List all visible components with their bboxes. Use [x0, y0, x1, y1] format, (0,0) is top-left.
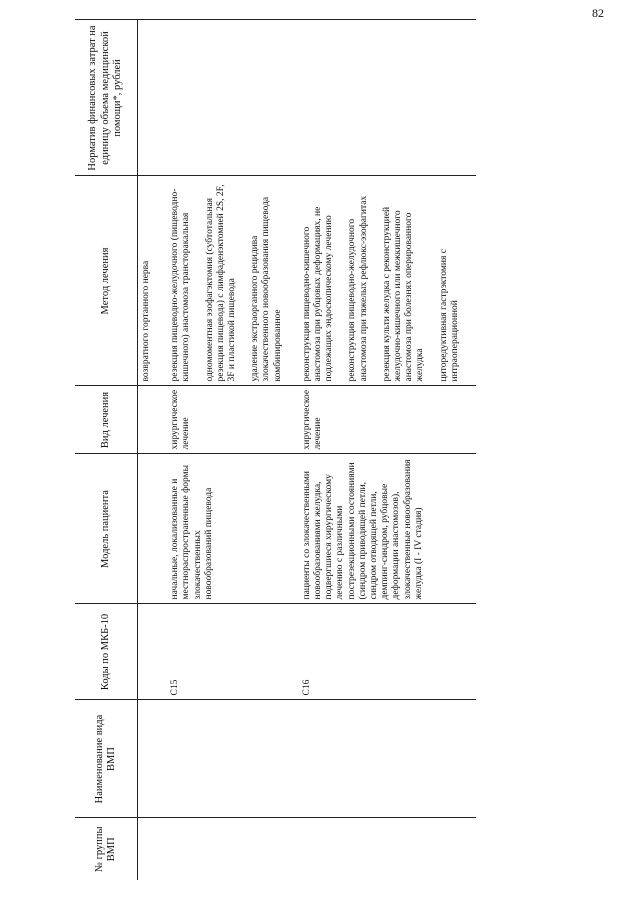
cell-patient-model: [138, 454, 168, 604]
cell-methods: [138, 176, 168, 386]
rotated-table-sheet: [75, 20, 640, 880]
cell-treatment-type: хирургическое лечение: [167, 386, 299, 454]
header-method: Метод лечения: [75, 176, 138, 386]
cell-group-no: [138, 818, 168, 880]
method-item: резекция пищеводно-желудочного (пищеводно-кишечного) анастомоза трансторакальная: [170, 188, 192, 382]
cell-methods: [167, 176, 299, 386]
cell-icd-code: C15: [167, 604, 299, 700]
page-number: 82: [592, 6, 604, 20]
header-patient-model: Модель пациента: [75, 454, 138, 604]
cell-cost: [167, 20, 299, 176]
cell-vmp-name: [138, 700, 168, 818]
header-treatment-type: Вид лечения: [75, 386, 138, 454]
cell-icd-code: C16: [299, 604, 476, 700]
header-cost: Норматив финансовых затрат на единицу объема медицинской помощи*, рублей: [75, 20, 138, 176]
header-group-no: № группы ВМП: [75, 818, 138, 880]
method-item: удаление экстраорганного рецидива злокачественного новообразования пищевода комбинированное: [250, 196, 283, 382]
cell-vmp-name: [299, 700, 476, 818]
cell-treatment-type: хирургическое лечение: [299, 386, 476, 454]
table-row: [167, 20, 299, 880]
cell-treatment-type: [138, 386, 168, 454]
cell-group-no: [167, 818, 299, 880]
method-item: возвратного гортанного нерва: [141, 260, 151, 382]
vmp-table: [75, 20, 476, 881]
method-item: резекция культи желудка с реконструкцией желудочно-кишечного или межкишечного анастомоза при болезнях оперированного желудка: [381, 206, 426, 382]
method-item: циторедуктивная гастрэктомия с интраоперационной: [438, 249, 460, 382]
table-row: [299, 20, 476, 880]
table-header-row: [75, 20, 138, 880]
cell-cost: [299, 20, 476, 176]
method-item: реконструкция пищеводно-кишечного анастомоза при рубцовых деформациях, не подлежащих эндоскопическому лечению: [301, 206, 335, 382]
cell-cost: [138, 20, 168, 176]
cell-patient-model: пациенты со злокачественными новообразованиями желудка, подвергшиеся хирургическому лечению с различными пострезекционными состояниями (синдром приводящей петли, синдром отводящей петли, демпинг-синдром, рубцовые деформации анастомозов), злокачественные новообразования желудка (I - IV стадия): [299, 454, 476, 604]
cell-icd-code: [138, 604, 168, 700]
method-item: реконструкция пищеводно-желудочного анастомоза при тяжелых рефлюкс-эзофагитах: [347, 195, 369, 382]
cell-group-no: [299, 818, 476, 880]
cell-patient-model: начальные, локализованные и местнораспространенные формы злокачественных новообразований пищевода: [167, 454, 299, 604]
cell-methods: [299, 176, 476, 386]
cell-vmp-name: [167, 700, 299, 818]
table-row: [138, 20, 168, 880]
method-item: одномоментная эзофагэктомия (субтотальная резекция пищевода) с лимфаденэктомией 2S, 2F, 3F и пластикой пищевода: [204, 184, 238, 382]
header-icd-codes: Коды по МКБ-10: [75, 604, 138, 700]
header-vmp-name: Наименование вида ВМП: [75, 700, 138, 818]
